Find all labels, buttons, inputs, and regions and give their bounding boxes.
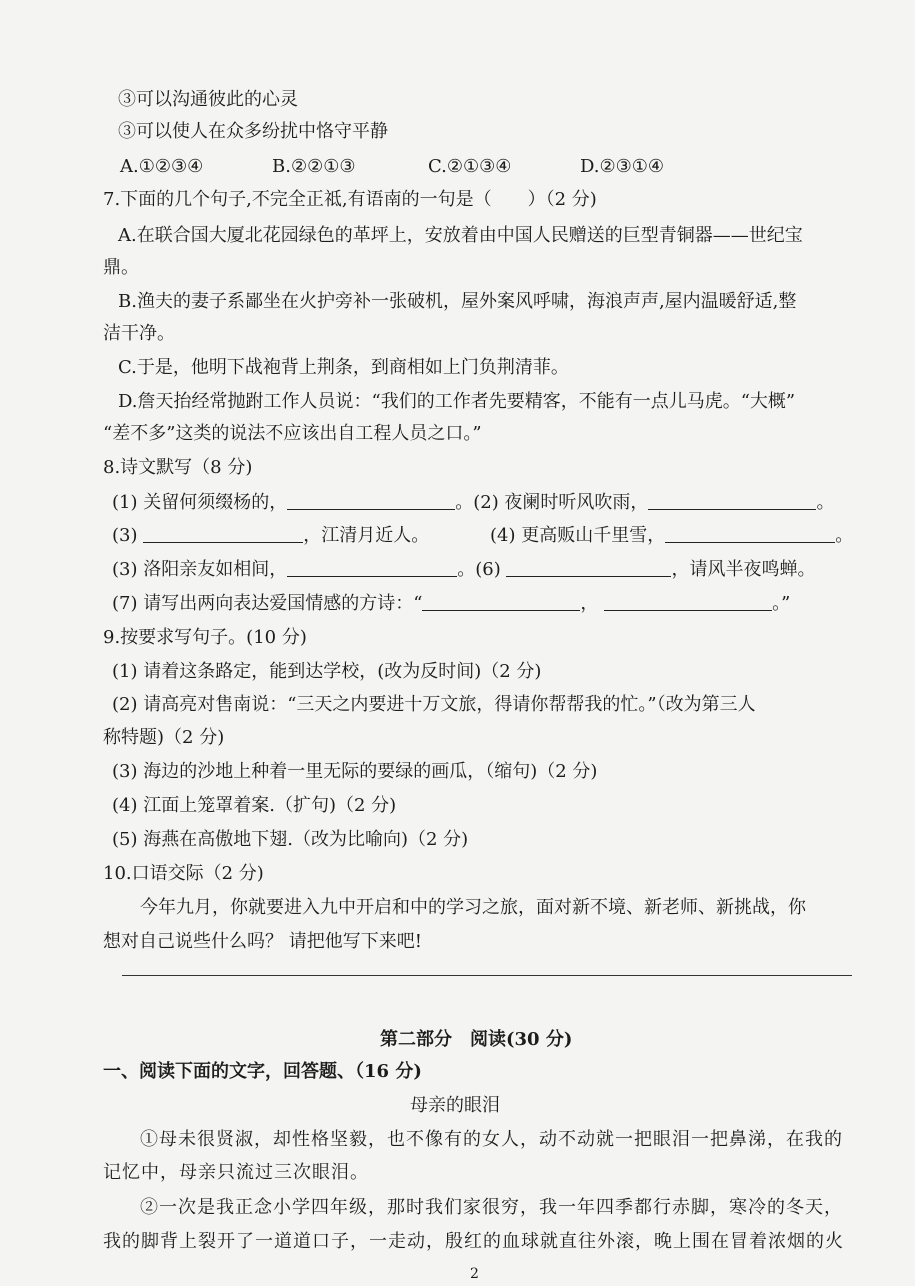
answer-blank[interactable] — [287, 491, 455, 510]
q8-line1-part2: 。(2) 夜阑时听风吹雨， — [455, 492, 649, 513]
q8-line-4 — [112, 592, 790, 616]
answer-blank[interactable] — [287, 558, 457, 577]
q8-line-1 — [112, 491, 834, 515]
answer-blank[interactable] — [604, 592, 772, 611]
q10-title: 10.口语交际（2 分) — [103, 863, 264, 884]
q8-title: 8.诗文默写（8 分) — [103, 457, 253, 478]
q6-option-b: B.②②①③ — [272, 156, 356, 177]
passage-title: 母亲的眼泪 — [410, 1095, 500, 1116]
q8-line4-end: 。” — [772, 593, 791, 614]
q6-option-c: C.②①③④ — [428, 156, 512, 177]
q8-line2-end: 。 — [835, 525, 854, 546]
q6-item-3a: ③可以沟通彼此的心灵 — [118, 89, 298, 110]
part-two-heading: 第二部分 阅读(30 分) — [380, 1029, 573, 1050]
q9-sentence-2-line1: (2) 请高亮对售南说：“三天之内要进十万文旅，得请你帮帮我的忙。”（改为第三人 — [112, 694, 756, 715]
answer-blank[interactable] — [648, 491, 816, 510]
answer-blank[interactable] — [422, 592, 580, 611]
q7-option-d-line1: D.詹天抬经常抛跗工作人员说：“我们的工作者先要精客，不能有一点儿马虎。“大概” — [118, 391, 796, 412]
q7-option-a-line1: A.在联合国大厦北花园绿色的革坪上，安放着由中国人民赠送的巨型青铜器——世纪宝 — [118, 225, 803, 246]
q6-option-a: A.①②③④ — [120, 156, 204, 177]
q9-title: 9.按要求写句子。(10 分) — [103, 627, 307, 648]
q8-line1-part1: (1) 关留何须缀杨的， — [112, 492, 288, 513]
q8-line4-part1: (7) 请写出两向表达爱国情感的方诗：“ — [112, 593, 423, 614]
q7-option-d-line2: “差不多”这类的说法不应该出自工程人员之口。” — [103, 423, 482, 444]
q10-prompt-line1: 今年九月，你就要进入九中开启和中的学习之旅，面对新不境、新老师、新挑战，你 — [140, 897, 806, 918]
q8-line-2-right — [490, 524, 853, 548]
q8-line2-part3: (4) 更高贩山千里雪， — [490, 525, 666, 546]
q9-sentence-4: (4) 江面上笼罩着案.（扩句)（2 分) — [112, 795, 397, 816]
q8-line-2 — [112, 524, 429, 548]
answer-blank[interactable] — [506, 558, 671, 577]
q7-title: 7.下面的几个句子,不完全正祗,有语南的一句是（ ）（2 分) — [103, 189, 597, 210]
q6-option-d: D.②③①④ — [580, 156, 665, 177]
q8-line4-part2: ， — [580, 593, 599, 614]
answer-blank[interactable] — [665, 524, 835, 543]
section-one-heading: 一、阅读下面的文字，回答题、（16 分) — [103, 1061, 422, 1082]
page-number: 2 — [470, 1266, 479, 1282]
q7-option-b-line2: 洁干净。 — [103, 323, 175, 344]
q9-sentence-5: (5) 海燕在高傲地下翅.（改为比喻向)（2 分) — [112, 829, 469, 850]
q7-option-c: C.于是，他明下战袍背上荆条，到商相如上门负荆清菲。 — [118, 357, 569, 378]
q8-line-3 — [112, 558, 815, 582]
q9-sentence-2-line2: 称特题)（2 分) — [103, 727, 225, 748]
q8-line2-part1: (3) — [112, 525, 138, 546]
answer-blank[interactable] — [143, 524, 303, 543]
answer-line[interactable] — [122, 975, 852, 976]
q8-line3-part3: ，请风半夜鸣蝉。 — [671, 559, 816, 580]
q9-sentence-3: (3) 海边的沙地上种着一里无际的要绿的画瓜，（缩句)（2 分) — [112, 761, 598, 782]
q10-prompt-line2: 想对自己说些什么吗？ 请把他写下来吧! — [103, 931, 422, 952]
passage-paragraph-1-line2: 记忆中，母亲只流过三次眼泪。 — [103, 1162, 369, 1183]
q7-option-b-line1: B.渔夫的妻子系鄙坐在火护旁补一张破机，屋外案风呼啸，海浪声声,屋内温暖舒适,整 — [118, 291, 797, 312]
passage-paragraph-2-line2: 我的脚背上裂开了一道道口子，一走动，殷红的血球就直往外滚，晚上围在冒着浓烟的火 — [103, 1231, 844, 1252]
q8-line3-part2: 。(6) — [457, 559, 501, 580]
q6-item-3b: ③可以使人在众多纷扰中恪守平静 — [118, 121, 388, 142]
q7-option-a-line2: 鼎。 — [103, 257, 139, 278]
q8-line1-end: 。 — [816, 492, 835, 513]
q9-sentence-1: (1) 请着这条路定，能到达学校，(改为反时间)（2 分) — [112, 661, 542, 682]
q8-line2-part2: ，江清月近人。 — [303, 525, 430, 546]
passage-paragraph-2-line1: ②一次是我正念小学四年级，那时我们家很穷，我一年四季都行赤脚，寒冷的冬天， — [140, 1197, 843, 1218]
q8-line3-part1: (3) 洛阳亲友如相间， — [112, 559, 288, 580]
passage-paragraph-1-line1: ①母未很贤淑，却性格坚毅，也不像有的女人，动不动就一把眼泪一把鼻涕，在我的 — [140, 1129, 843, 1150]
